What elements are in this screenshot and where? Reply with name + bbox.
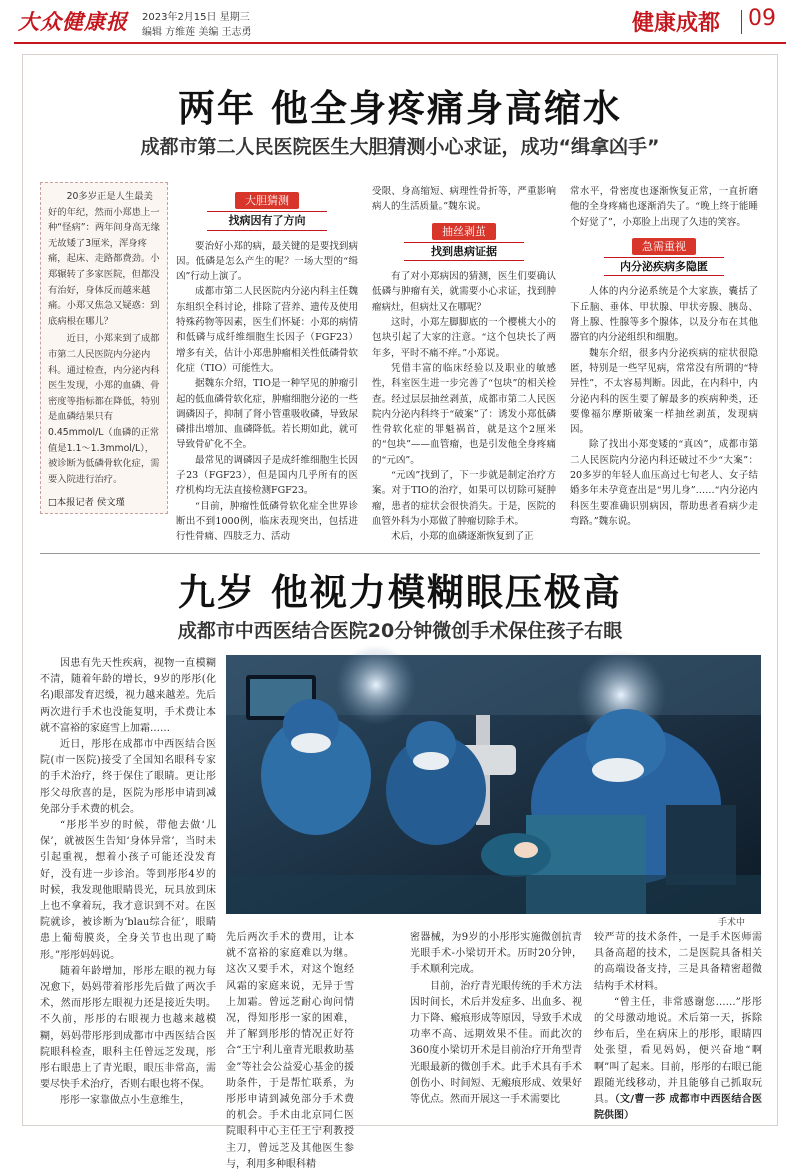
article2-column-1	[40, 656, 216, 1110]
article1-subheadline: 成都市第二人民医院医生大胆猜测小心求证，成功“缉拿凶手”	[140, 136, 660, 158]
body-paragraph: 要治好小郑的病，最关键的是要找到病因。低磷是怎么产生的呢？一场大型的“缉凶”行动上演了。	[176, 240, 358, 283]
body-paragraph: 受限、身高缩短、病理性骨折等，严重影响病人的生活质量。”魏东说。	[372, 186, 556, 213]
article1-column-1	[176, 188, 358, 545]
section-heading	[570, 238, 758, 277]
article2-column-2	[226, 930, 354, 1173]
body-paragraph: 随着年龄增加，彤彤左眼的视力每况愈下，妈妈带着彤彤先后做了两次手术，然而彤彤左眼视力还是接近失明。不久前，彤彤的右眼视力也越来越模糊，妈妈带彤彤到成都市中西医结合医院眼科检查，眼科主任曾远芝发现，彤彤右眼患上了青光眼，眼压非常高，需要尽快手术治疗，否则右眼也将不保。	[40, 965, 216, 1091]
body-paragraph: 彤彤一家靠做点小生意维生，	[60, 1095, 190, 1107]
body-paragraph	[594, 995, 762, 1125]
body-paragraph: 凭借丰富的临床经验以及职业的敏感性，科室医生进一步完善了“包块”的相关检查。经过层层抽丝剥茧，成都市第二人民医院内分泌内科终于“破案”了：诱发小郑低磷性骨软化症的罪魁祸首，就是这个2厘米的“包块”——血管瘤，也是引发他全身疼痛的“元凶”。	[372, 362, 556, 466]
article2-subheadline: 成都市中西医结合医院20分钟微创手术保住孩子右眼	[177, 620, 623, 642]
photo-credit: （文/曹一莎 成都市中西医结合医院供图）	[594, 1094, 763, 1122]
body-paragraph: “目前，肿瘤性低磷骨软化症全世界诊断出不到1000例，临床表现突出，包括进行性骨痛、四肢乏力、活动	[176, 500, 358, 543]
masthead	[0, 0, 800, 44]
body-paragraph: 近日，彤彤在成都市中西医结合医院(市一医院)接受了全国知名眼科专家的手术治疗，终于保住了眼睛。更让彤彤父母欣喜的是，医院为彤彤申请到减免部分手术费的机会。	[40, 739, 216, 815]
section-tag: 大胆猜测	[235, 192, 299, 209]
byline: □本报记者 侯文瑾	[48, 497, 125, 509]
lead-paragraph: 近日，小郑来到了成都市第二人民医院内分泌内科。通过检查，内分泌内科医生发现，小郑的血磷、骨密度等指标都在降低，特别是血磷结果只有0.45mmol/L（血磷的正常值是1.1～1.3mmol/L），被诊断为低磷骨软化症，需要入院进行治疗。	[48, 333, 160, 485]
section-title: 找到患病证据	[404, 242, 524, 261]
body-paragraph: “彤彤半岁的时候，带他去做‘儿保’，就被医生告知‘身体异常’，当时未引起重视，想着小孩子可能还没发育好，没有进一步诊治。等到彤彤4岁的时候，我发现他眼睛畏光，玩具放到床上也不拿着玩，我才意识到不对。在医院就诊，被诊断为‘blau综合征’，眼睛患上葡萄膜炎，全身关节也出现了畸形。”彤彤妈妈说。	[40, 820, 216, 961]
body-paragraph: 目前，治疗青光眼传统的手术方法因时间长，术后并发症多、出血多、视力下降、瘢痕形成等原因，导致手术成功率不高、远期效果不佳。而此次的360度小梁切开术是目前治疗开角型青光眼最新的微创手术。此手术具有手术创伤小、时间短、无瘢痕形成、效果好等优点。然而开展这一手术需要比	[410, 980, 582, 1106]
body-paragraph: 魏东介绍，很多内分泌疾病的症状很隐匿，特别是一些罕见病，常常没有所谓的“特异性”，不太容易判断。因此，在内科中，内分泌内科的医生要了解最多的疾病种类，还要像福尔摩斯破案一样抽丝剥茧，发现病因。	[570, 347, 758, 436]
section-tag: 急需重视	[632, 238, 696, 255]
body-paragraph: 术后，小郑的血磷逐渐恢复到了正	[391, 531, 534, 543]
body-paragraph: 密器械，为9岁的小彤彤实施微创抗青光眼手术-小梁切开术。历时20分钟，手术顺利完成。	[410, 932, 582, 976]
article1-lead-box	[40, 182, 168, 514]
section-heading	[372, 223, 556, 262]
body-paragraph: 最常见的调磷因子是成纤维细胞生长因子23（FGF23），但是国内几乎所有的医疗机构均无法直接检测FGF23。	[176, 454, 358, 497]
body-paragraph: 据魏东介绍，TIO是一种罕见的肿瘤引起的低血磷骨软化症，肿瘤细胞分泌的一些调磷因子，抑制了肾小管重吸收磷，导致尿磷排出增加、血磷降低。若长期如此，就可导致骨矿化不全。	[176, 378, 358, 451]
article-divider	[40, 553, 760, 554]
body-paragraph: 成都市第二人民医院内分泌内科主任魏东组织全科讨论，排除了营养、遗传及使用特殊药物等因素，医生们怀疑：小郑的病情和低磷与成纤维细胞生长因子（FGF23）增多有关，估计小郑患肿瘤相关性低磷骨软化症（TIO）可能性大。	[176, 286, 358, 374]
article1-headline: 两年 他全身疼痛身高缩水	[178, 86, 622, 130]
body-paragraph: 除了找出小郑变矮的“真凶”，成都市第二人民医院内分泌内科还破过不少“大案”：20多岁的年轻人血压高过七旬老人、女子结婚多年未孕竟查出是“男儿身”……“内分泌内科医生要准确识别病因，帮助患者看病少走弯路。”魏东说。	[570, 439, 758, 527]
body-paragraph: 有了对小郑病因的猜测，医生们要确认低磷与肿瘤有关，就需要小心求证，找到肿瘤病灶，但病灶又在哪呢？	[372, 271, 556, 313]
body-paragraph: 较严苛的技术条件，一是手术医师需具备高超的技术，二是医院具备相关的高端设备支持，三是具备精密超微结构手术材料。	[594, 932, 762, 992]
section-title: 找病因有了方向	[207, 211, 327, 230]
body-paragraph: “元凶”找到了，下一步就是制定治疗方案。对于TIO的治疗，如果可以切除可疑肿瘤，患者的症状会很快消失。于是，医院的血管外科为小郑做了肿瘤切除手术。	[372, 470, 556, 527]
paragraph-text: “曾主任，非常感谢您……”彤彤的父母激动地说。术后第一天，拆除纱布后，坐在病床上的彤彤，眼睛四处张望，看见妈妈，便兴奋地“啊啊”叫了起来。目前，彤彤的右眼已能跟随光线移动，并且能够自己抓取玩具。	[594, 996, 762, 1106]
issue-date: 2023年2月15日 星期三	[142, 12, 250, 23]
section-name: 健康成都	[632, 10, 721, 36]
article1-column-3	[570, 184, 758, 529]
body-paragraph: 这时，小郑左脚脚底的一个樱桃大小的包块引起了大家的注意。“这个包块长了两年多，平时不痛不痒。”小郑说。	[372, 317, 556, 359]
editors-line: 编辑 方维莲 美编 王志勇	[142, 27, 252, 38]
section-title: 内分泌疾病多隐匿	[604, 257, 724, 276]
article1-column-2	[372, 184, 556, 545]
body-paragraph: 因患有先天性疾病，视物一直模糊不清，随着年龄的增长，9岁的彤彤(化名)眼部发育迟缓，视力越来越差。先后两次进行手术也没能复明，手术费让本就不富裕的家庭雪上加霜……	[40, 658, 216, 734]
photo-caption: 手术中	[718, 918, 746, 928]
body-paragraph: 人体的内分泌系统是个大家族，囊括了下丘脑、垂体、甲状腺、甲状旁腺、胰岛、肾上腺、性腺等多个腺体，以及分布在其他器官的内分泌组织和细胞。	[570, 286, 758, 344]
body-paragraph: 先后两次手术的费用，让本就不富裕的家庭难以为继。这次又要手术，对这个饱经风霜的家庭来说，无异于雪上加霜。曾远芝耐心询问情况，得知彤彤一家的困难，并了解到彤彤的情况正好符合“王宁利儿童青光眼救助基金”等社会公益爱心基金的援助条件，于是帮忙联系，为彤彤申请到减免部分手术费的机会。手术由北京同仁医院眼科中心主任王宁利教授主刀，曾远芝及其他医生参与，利用多种眼科精	[226, 932, 354, 1170]
lead-paragraph: 20多岁正是人生最美好的年纪，然而小郑患上一种“怪病”：两年间身高无缘无故矮了3厘米，浑身疼痛，起床、走路都费劲。小郑辗转了多家医院，但都没有治好，身体反而越来越痛。小郑又焦急又疑惑：到底病根在哪儿？	[48, 191, 160, 327]
masthead-rule	[14, 42, 786, 44]
section-heading	[176, 192, 358, 231]
article2-column-4	[594, 930, 762, 1124]
page-number: 09	[748, 6, 776, 31]
newspaper-logo: 大众健康报	[18, 9, 128, 34]
body-paragraph: 常水平，骨密度也逐渐恢复正常，一直折磨他的全身疼痛也逐渐消失了。“晚上终于能睡个好觉了”，小郑脸上出现了久违的笑容。	[570, 186, 758, 228]
article2-column-3	[410, 930, 582, 1108]
section-tag: 抽丝剥茧	[432, 223, 496, 240]
article2-headline: 九岁 他视力模糊眼压极高	[178, 570, 622, 614]
surgery-photo	[226, 655, 761, 914]
divider	[741, 10, 742, 34]
